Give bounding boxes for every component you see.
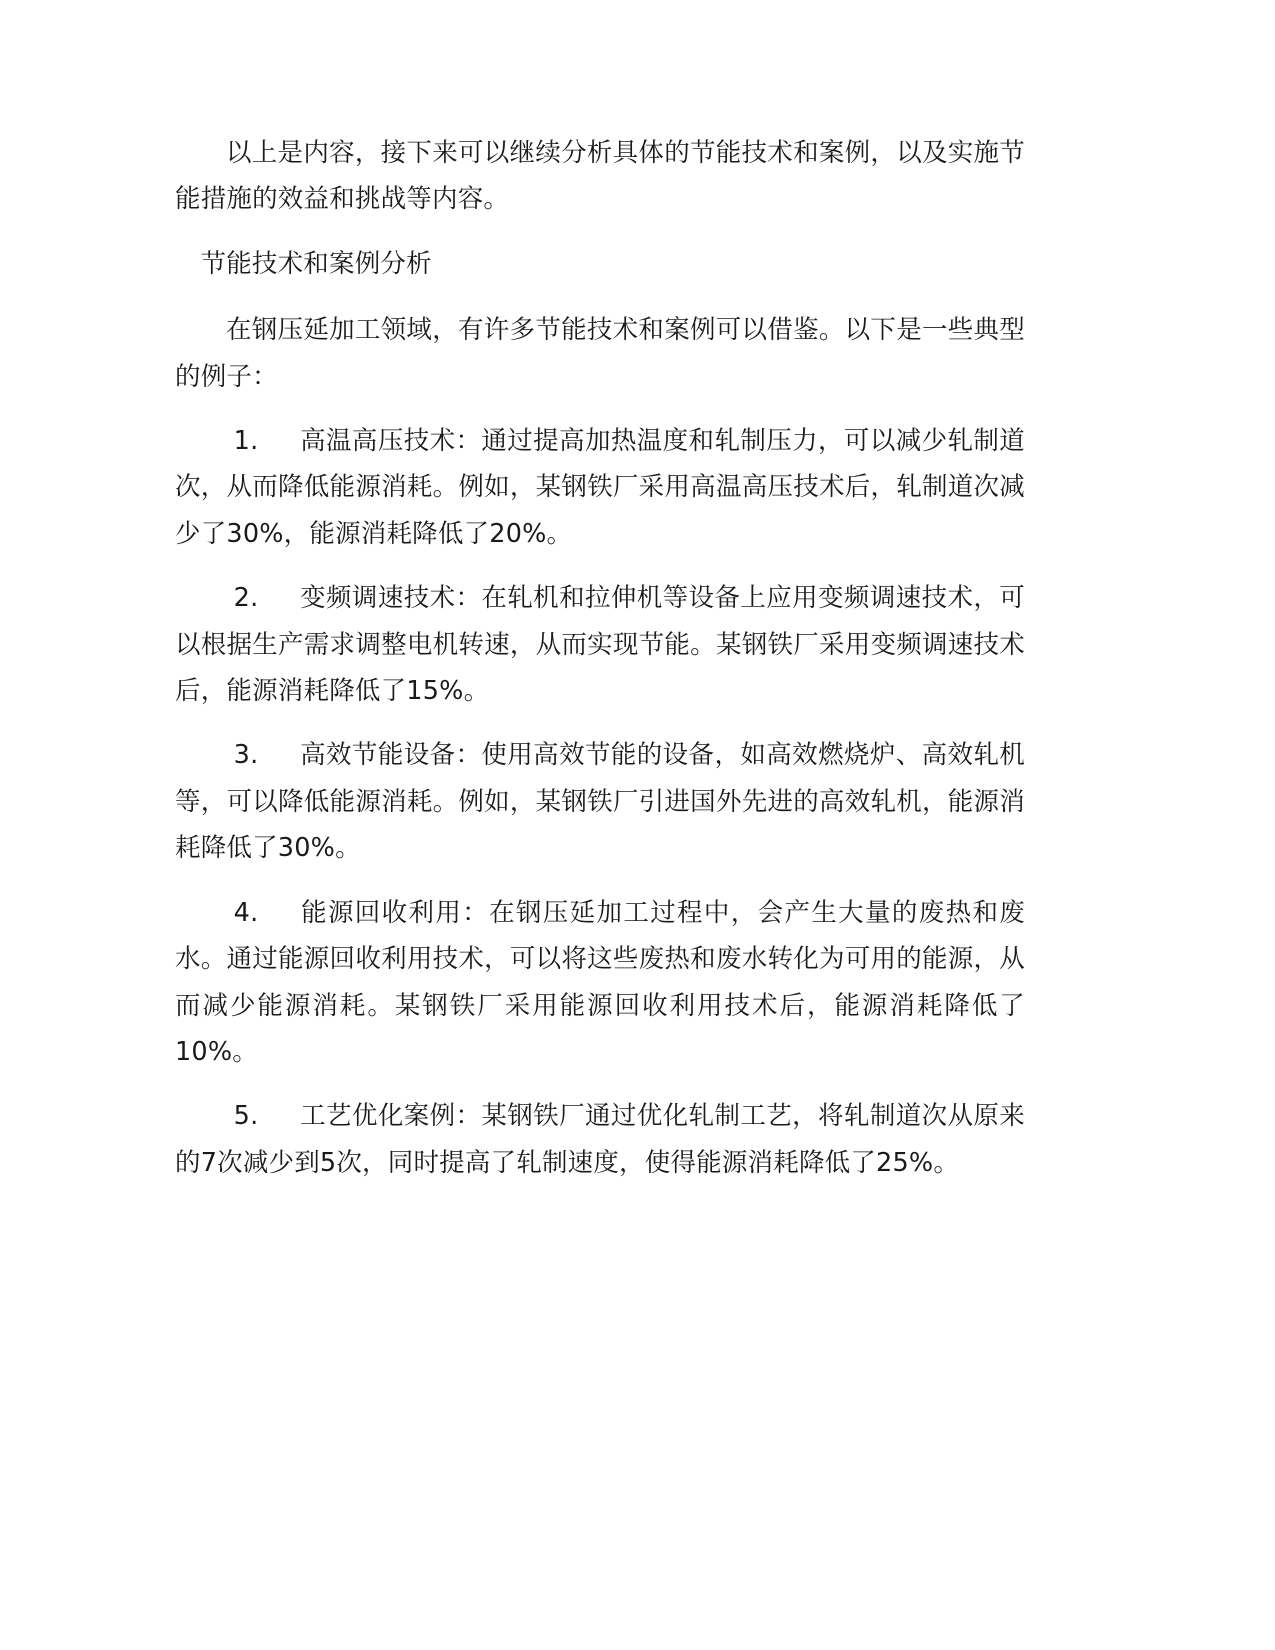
list-item-text: 能源回收利用：在钢压延加工过程中，会产生大量的废热和废水。通过能源回收利用技术，可以将这些废热和废水转化为可用的能源，从而减少能源消耗。某钢铁厂采用能源回收利用技术后，能源消耗降低了10%。 (175, 897, 1025, 1067)
section-heading: 节能技术和案例分析 (200, 248, 432, 279)
list-item (175, 1093, 1025, 1186)
list-item (175, 732, 1025, 871)
list-item (175, 418, 1025, 557)
list-item-number: 2. (233, 583, 259, 614)
list-item-number: 3. (233, 740, 259, 771)
list-item-number: 4. (233, 897, 259, 928)
numbered-list (175, 418, 1025, 1186)
list-item (175, 575, 1025, 714)
list-item-number: 1. (233, 426, 259, 457)
paragraph-intro: 以上是内容，接下来可以继续分析具体的节能技术和案例，以及实施节能措施的效益和挑战等内容。 (175, 138, 1025, 215)
list-item-text: 高效节能设备：使用高效节能的设备，如高效燃烧炉、高效轧机等，可以降低能源消耗。例如，某钢铁厂引进国外先进的高效轧机，能源消耗降低了30%。 (175, 740, 1025, 864)
document-body (175, 130, 1025, 1186)
list-item (175, 890, 1025, 1076)
paragraph-lead-in: 在钢压延加工领域，有许多节能技术和案例可以借鉴。以下是一些典型的例子： (175, 315, 1025, 392)
list-item-text: 工艺优化案例：某钢铁厂通过优化轧制工艺，将轧制道次从原来的7次减少到5次，同时提高了轧制速度，使得能源消耗降低了25%。 (175, 1101, 1025, 1178)
list-item-number: 5. (233, 1101, 259, 1132)
list-item-text: 高温高压技术：通过提高加热温度和轧制压力，可以减少轧制道次，从而降低能源消耗。例如，某钢铁厂采用高温高压技术后，轧制道次减少了30%，能源消耗降低了20%。 (175, 426, 1025, 549)
list-item-text: 变频调速技术：在轧机和拉伸机等设备上应用变频调速技术，可以根据生产需求调整电机转速，从而实现节能。某钢铁厂采用变频调速技术后，能源消耗降低了15%。 (175, 583, 1025, 707)
